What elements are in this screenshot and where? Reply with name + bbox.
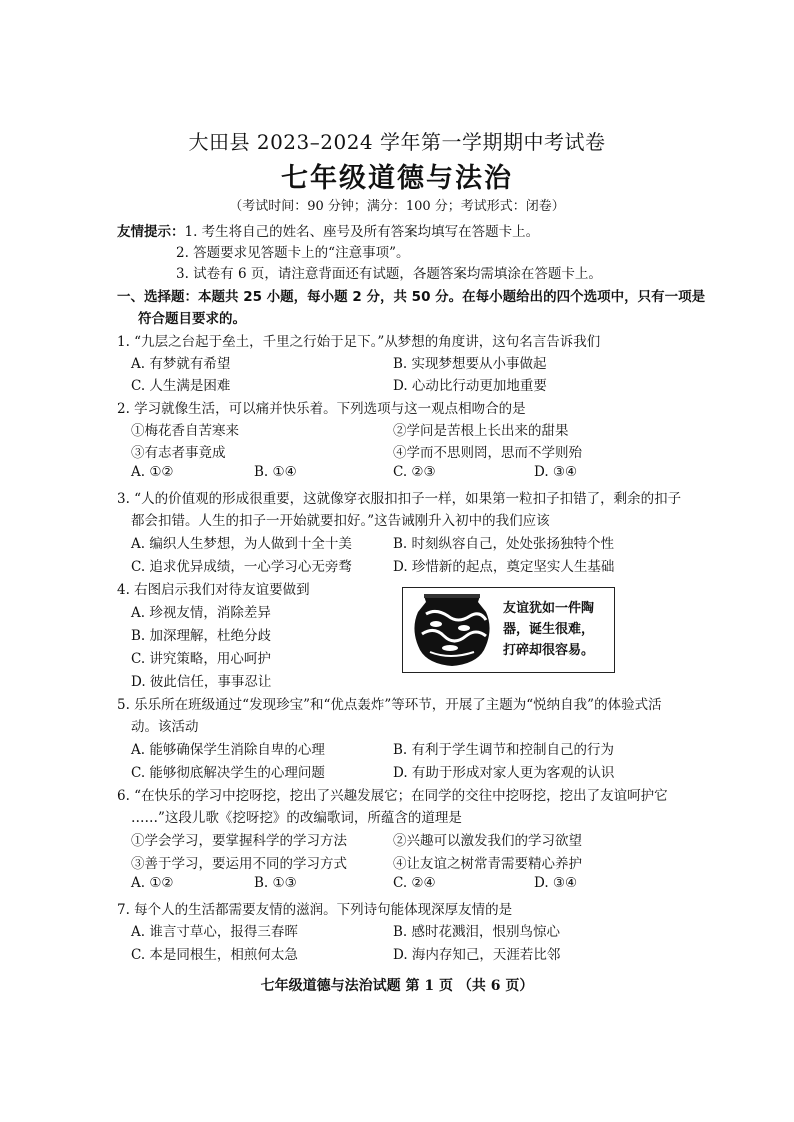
option: C. ②③ <box>393 464 436 480</box>
subject-title: 七年级道德与法治 <box>281 163 513 194</box>
option: D. 海内存知己，天涯若比邻 <box>393 947 561 963</box>
tips-label: 友情提示： <box>117 224 185 240</box>
option: B. 有利于学生调节和控制自己的行为 <box>393 742 615 758</box>
option: D. ③④ <box>534 875 578 891</box>
tip-item: 2. 答题要求见答题卡上的“注意事项”。 <box>176 245 410 261</box>
question-stem: 6. “在快乐的学习中挖呀挖，挖出了兴趣发展它；在同学的交往中挖呀挖，挖出了友谊呵护它 <box>117 788 668 804</box>
option: C. 追求优异成绩，一心学习心无旁骛 <box>131 559 352 575</box>
statement-item: ①梅花香自苦寒来 <box>131 423 239 439</box>
question-stem-cont: ……”这段儿歌《挖呀挖》的改编歌词，所蕴含的道理是 <box>131 810 462 826</box>
option: D. 有助于形成对家人更为客观的认识 <box>393 765 615 781</box>
question-stem: 3. “人的价值观的形成很重要，这就像穿衣服扣扣子一样，如果第一粒扣子扣错了，剩余的扣子 <box>117 491 682 507</box>
option: C. 能够彻底解决学生的心理问题 <box>131 765 325 781</box>
option: C. ②④ <box>393 875 436 891</box>
figure-caption-line: 打碎却很容易。 <box>503 643 595 658</box>
option: A. ①② <box>131 464 174 480</box>
option: A. 珍视友情，消除差异 <box>131 605 271 621</box>
option: D. 心动比行动更加地重要 <box>393 378 547 394</box>
statement-item: ③有志者事竟成 <box>131 445 226 461</box>
figure-caption-line: 友谊犹如一件陶 <box>503 601 595 616</box>
question-stem: 5. 乐乐所在班级通过“发现珍宝”和“优点轰炸”等环节，开展了主题为“悦纳自我”的体验式活 <box>117 697 662 713</box>
exam-info: （考试时间：90 分钟；满分：100 分；考试形式：闭卷） <box>229 199 565 214</box>
option: A. ①② <box>131 875 174 891</box>
statement-item: ①学会学习，要掌握科学的学习方法 <box>131 833 347 849</box>
statement-item: ④学而不思则罔，思而不学则殆 <box>393 445 582 461</box>
option: B. 实现梦想要从小事做起 <box>393 356 547 372</box>
question-stem: 2. 学习就像生活，可以痛并快乐着。下列选项与这一观点相吻合的是 <box>117 401 526 417</box>
section-heading-cont: 符合题目要求的。 <box>138 311 246 327</box>
figure-caption-line: 器，诞生很难， <box>503 622 595 637</box>
option: D. ③④ <box>534 464 578 480</box>
statement-item: ④让友谊之树常青需要精心养护 <box>393 856 582 872</box>
option: B. ①③ <box>254 875 297 891</box>
exam-title: 大田县 2023–2024 学年第一学期期中考试卷 <box>188 130 606 154</box>
tip-item: 3. 试卷有 6 页，请注意背面还有试题，各题答案均需填涂在答题卡上。 <box>176 266 602 282</box>
option: D. 珍惜新的起点，奠定坚实人生基础 <box>393 559 615 575</box>
option: B. ①④ <box>254 464 297 480</box>
option: C. 本是同根生，相煎何太急 <box>131 947 298 963</box>
question-stem-cont: 动。该活动 <box>131 719 199 735</box>
tips-block <box>117 220 539 240</box>
page-footer: 七年级道德与法治试题 第 1 页 （共 6 页） <box>260 978 534 994</box>
question-stem: 1. “九层之台起于垒土，千里之行始于足下。”从梦想的角度讲，这句名言告诉我们 <box>117 334 601 350</box>
option: C. 人生满是困难 <box>131 378 231 394</box>
option: A. 谁言寸草心，报得三春晖 <box>131 924 298 940</box>
question-stem: 7. 每个人的生活都需要友情的滋润。下列诗句能体现深厚友情的是 <box>117 902 513 918</box>
friendship-figure <box>402 587 615 673</box>
option: D. 彼此信任，事事忍让 <box>131 674 272 690</box>
option: A. 有梦就有希望 <box>131 356 231 372</box>
section-heading: 一、选择题：本题共 25 小题，每小题 2 分，共 50 分。在每小题给出的四个选项中，只有一项是 <box>117 289 706 305</box>
option: A. 编织人生梦想，为人做到十全十美 <box>131 536 352 552</box>
statement-item: ②学问是苦根上长出来的甜果 <box>393 423 569 439</box>
option: A. 能够确保学生消除自卑的心理 <box>131 742 325 758</box>
pottery-vase-icon <box>406 590 498 670</box>
option: B. 感时花溅泪，恨别鸟惊心 <box>393 924 561 940</box>
tip-item: 1. 考生将自己的姓名、座号及所有答案均填写在答题卡上。 <box>184 224 540 240</box>
option: B. 时刻纵容自己，处处张扬独特个性 <box>393 536 615 552</box>
question-stem-cont: 都会扣错。人生的扣子一开始就要扣好。”这告诫刚升入初中的我们应该 <box>131 513 550 529</box>
option: B. 加深理解，杜绝分歧 <box>131 628 272 644</box>
statement-item: ③善于学习，要运用不同的学习方式 <box>131 856 347 872</box>
figure-caption <box>503 598 594 661</box>
statement-item: ②兴趣可以激发我们的学习欲望 <box>393 833 582 849</box>
option: C. 讲究策略，用心呵护 <box>131 651 271 667</box>
question-stem: 4. 右图启示我们对待友谊要做到 <box>117 582 310 598</box>
